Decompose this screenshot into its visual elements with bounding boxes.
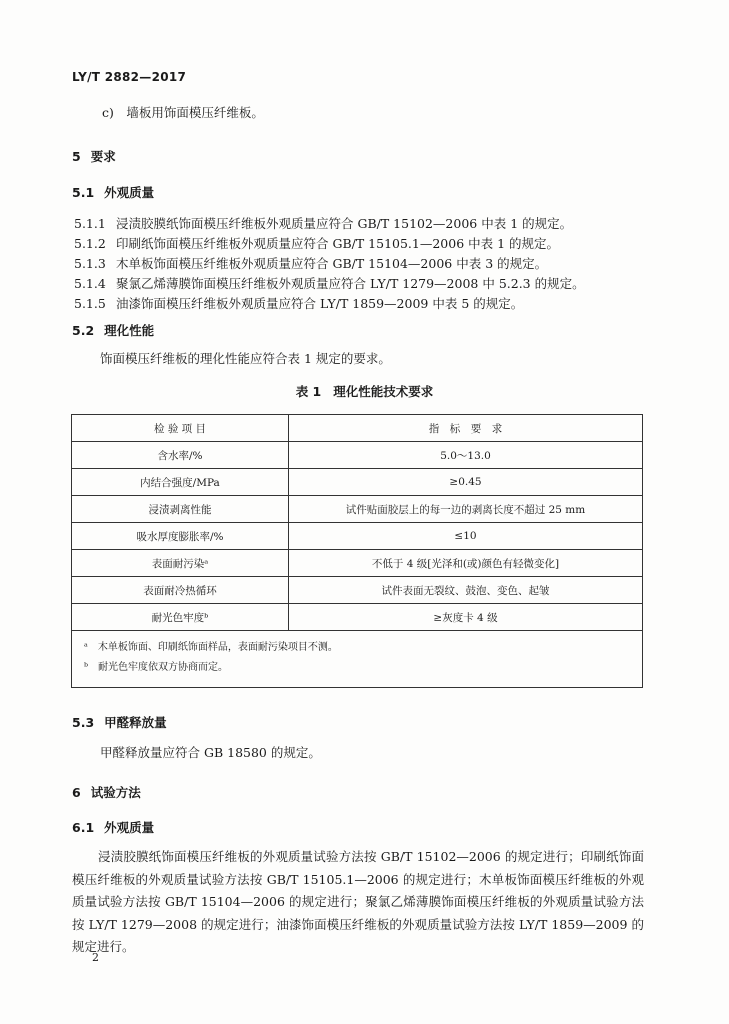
table-cell-requirement: ≤10 <box>289 523 643 550</box>
clause-5-1-2 <box>74 234 559 252</box>
list-item-c: c) 墙板用饰面模压纤维板。 <box>102 105 264 120</box>
clause-text: 浸渍胶膜纸饰面模压纤维板外观质量应符合 GB/T 15102—2006 中表 1 的规定。 <box>116 216 573 231</box>
clause-text: 印刷纸饰面模压纤维板外观质量应符合 GB/T 15105.1—2006 中表 1 的规定。 <box>116 236 560 251</box>
clause-number: 5.1.3 <box>74 256 106 271</box>
clause-5-1-3 <box>74 254 547 272</box>
table-header-cell: 指 标 要 求 <box>289 415 643 442</box>
section-number: 5.3 <box>72 715 95 730</box>
table-cell-requirement: 试件表面无裂纹、鼓泡、变色、起皱 <box>289 577 643 604</box>
table-cell-item: 内结合强度/MPa <box>72 469 289 496</box>
table-cell-requirement: 不低于 4 级[光泽和(或)颜色有轻微变化] <box>289 550 643 577</box>
table-cell-item: 含水率/% <box>72 442 289 469</box>
section-number: 5 <box>72 149 81 164</box>
table-cell-item: 表面耐污染ᵃ <box>72 550 289 577</box>
table-cell-requirement: 5.0～13.0 <box>289 442 643 469</box>
table-row <box>72 577 643 604</box>
table-cell-requirement: ≥灰度卡 4 级 <box>289 604 643 631</box>
clause-text: 油漆饰面模压纤维板外观质量应符合 LY/T 1859—2009 中表 5 的规定。 <box>116 296 524 311</box>
section-6-heading <box>72 783 141 801</box>
section-title: 要求 <box>90 149 116 164</box>
table-row <box>72 469 643 496</box>
section-number: 6 <box>72 785 81 800</box>
table-cell-requirement: ≥0.45 <box>289 469 643 496</box>
section-6-1-heading <box>72 818 154 836</box>
section-5-3-heading <box>72 713 167 731</box>
table-cell-item: 吸水厚度膨胀率/% <box>72 523 289 550</box>
page-number: 2 <box>92 951 99 964</box>
section-5-2-heading <box>72 321 154 339</box>
table-cell-item: 表面耐冷热循环 <box>72 577 289 604</box>
table-cell-item: 耐光色牢度ᵇ <box>72 604 289 631</box>
table-row <box>72 442 643 469</box>
table-row <box>72 604 643 631</box>
table-1-caption <box>0 382 729 400</box>
section-number: 6.1 <box>72 820 95 835</box>
document-header: LY/T 2882—2017 <box>72 70 187 84</box>
section-6-1-text: 浸渍胶膜纸饰面模压纤维板的外观质量试验方法按 GB/T 15102—2006 的规定进行；印刷纸饰面模压纤维板的外观质量试验方法按 GB/T 15105.1—2006 的规定进行；木单板饰面模压纤维板的外观质量试验方法按 GB/T 15104—2006 的规定进行；聚氯乙烯薄膜饰面模压纤维板的外观质量试验方法按 LY/T 1279—2008 的规定进行；油漆饰面模压纤维板的外观质量试验方法按 LY/T 1859—2009 的规定进行。 <box>72 849 644 954</box>
clause-text: 木单板饰面模压纤维板外观质量应符合 GB/T 15104—2006 中表 3 的规定。 <box>116 256 548 271</box>
table-cell-requirement: 试件贴面胶层上的每一边的剥离长度不超过 25 mm <box>289 496 643 523</box>
section-5-heading <box>72 147 116 165</box>
table-cell-item: 浸渍剥离性能 <box>72 496 289 523</box>
clause-number: 5.1.1 <box>74 216 106 231</box>
table-caption-title: 理化性能技术要求 <box>333 384 434 399</box>
clause-number: 5.1.2 <box>74 236 106 251</box>
table-row <box>72 523 643 550</box>
table-header-cell: 检 验 项 目 <box>72 415 289 442</box>
clause-number: 5.1.4 <box>74 276 106 291</box>
table-notes <box>72 631 643 688</box>
section-title: 试验方法 <box>90 785 141 800</box>
table-note-b: ᵇ 耐光色牢度依双方协商而定。 <box>84 662 228 673</box>
table-header-row <box>72 415 643 442</box>
section-number: 5.1 <box>72 185 95 200</box>
section-5-2-text: 饰面模压纤维板的理化性能应符合表 1 规定的要求。 <box>100 351 391 366</box>
section-title: 外观质量 <box>104 820 155 835</box>
table-notes-row <box>72 631 643 688</box>
clause-5-1-5 <box>74 294 523 312</box>
clause-number: 5.1.5 <box>74 296 106 311</box>
clause-5-1-4 <box>74 274 585 292</box>
table-row <box>72 496 643 523</box>
section-title: 理化性能 <box>104 323 155 338</box>
clause-5-1-1 <box>74 214 572 232</box>
table-caption-number: 表 1 <box>295 384 322 399</box>
clause-text: 聚氯乙烯薄膜饰面模压纤维板外观质量应符合 LY/T 1279—2008 中 5.2.3 的规定。 <box>116 276 585 291</box>
section-title: 甲醛释放量 <box>104 715 167 730</box>
table-row <box>72 550 643 577</box>
table-1 <box>71 414 643 688</box>
section-title: 外观质量 <box>104 185 155 200</box>
section-number: 5.2 <box>72 323 95 338</box>
section-5-1-heading <box>72 183 154 201</box>
table-note-a: ᵃ 木单板饰面、印刷纸饰面样品，表面耐污染项目不测。 <box>84 642 338 653</box>
section-5-3-text: 甲醛释放量应符合 GB 18580 的规定。 <box>100 745 321 760</box>
